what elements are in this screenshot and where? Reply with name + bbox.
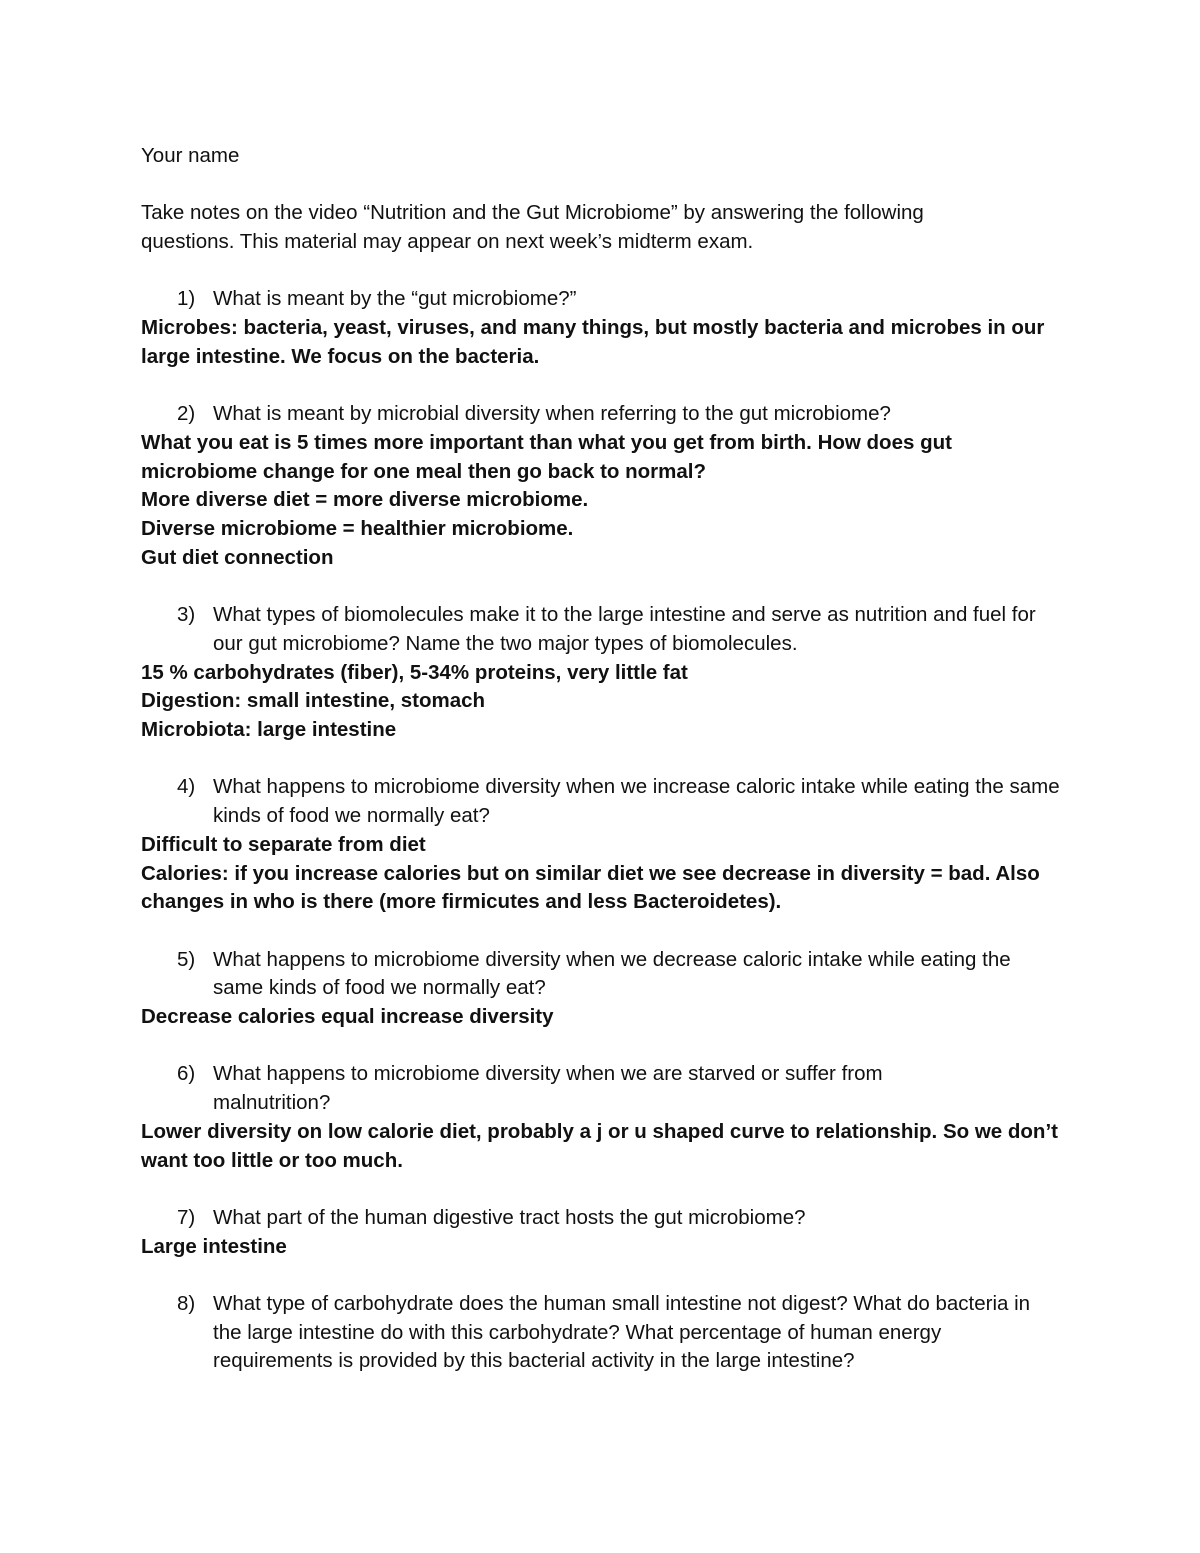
- question-number: 7): [177, 1205, 196, 1229]
- answer-text: 15 % carbohydrates (fiber), 5-34% proteins, very little fat: [141, 660, 688, 684]
- spacer: [141, 1175, 1061, 1204]
- answer-text: Microbes: bacteria, yeast, viruses, and many things, but mostly bacteria and microbes in our large intestine. We focus on the bacteria.: [141, 316, 1045, 368]
- question-number: 1): [177, 287, 196, 311]
- question-1: [141, 285, 1061, 314]
- answer-text: Difficult to separate from diet: [141, 832, 426, 856]
- spacer: [141, 257, 1061, 286]
- question-text: What is meant by microbial diversity when referring to the gut microbiome?: [213, 402, 891, 426]
- answer-text: Large intestine: [141, 1234, 287, 1258]
- question-6: [141, 1060, 1061, 1117]
- question-text: What is meant by the “gut microbiome?”: [213, 287, 577, 311]
- question-number: 6): [177, 1062, 196, 1086]
- question-5: [141, 946, 1061, 1003]
- question-text: What happens to microbiome diversity when we increase caloric intake while eating the same kinds of food we normally eat?: [213, 775, 1060, 828]
- answer-text: Gut diet connection: [141, 545, 334, 569]
- question-3: [141, 601, 1061, 658]
- question-4: [141, 773, 1061, 830]
- spacer: [141, 372, 1061, 401]
- question-text: What type of carbohydrate does the human small intestine not digest? What do bacteria in the large intestine do with this carbohydrate? What percentage of human energy requirements is provided by this bacterial activity in the large intestine?: [213, 1291, 1031, 1373]
- question-text: What happens to microbiome diversity when we decrease caloric intake while eating the same kinds of food we normally eat?: [213, 947, 1011, 1000]
- spacer: [141, 573, 1061, 602]
- spacer: [141, 917, 1061, 946]
- spacer: [141, 1032, 1061, 1061]
- document-body: [141, 142, 1061, 1376]
- answer-text: Diverse microbiome = healthier microbiome.: [141, 517, 574, 541]
- question-text: What happens to microbiome diversity when we are starved or suffer from malnutrition?: [213, 1062, 883, 1115]
- answer-text: Calories: if you increase calories but on similar diet we see decrease in diversity = bad. Also changes in who is there (more firmicutes and less Bacteroidetes).: [141, 861, 1040, 914]
- question-number: 4): [177, 775, 196, 799]
- question-number: 5): [177, 947, 196, 971]
- spacer: [141, 1261, 1061, 1290]
- question-text: What part of the human digestive tract hosts the gut microbiome?: [213, 1205, 806, 1229]
- question-number: 2): [177, 402, 196, 426]
- answer-text: Decrease calories equal increase diversity: [141, 1005, 554, 1028]
- name-line: Your name: [141, 144, 240, 167]
- answer-text: What you eat is 5 times more important than what you get from birth. How does gut microbiome change for one meal then go back to normal?: [141, 430, 952, 483]
- instructions-paragraph: Take notes on the video “Nutrition and the Gut Microbiome” by answering the following questions. This material may appear on next week’s midterm exam.: [141, 201, 924, 254]
- spacer: [141, 171, 1061, 200]
- question-2: [141, 400, 1061, 429]
- spacer: [141, 745, 1061, 774]
- question-number: 8): [177, 1291, 196, 1315]
- answer-text: Lower diversity on low calorie diet, probably a j or u shaped curve to relationship. So we don’t want too little or too much.: [141, 1119, 1058, 1172]
- answer-text: More diverse diet = more diverse microbiome.: [141, 488, 589, 512]
- question-8: [141, 1290, 1061, 1376]
- answer-text: Digestion: small intestine, stomach: [141, 689, 486, 713]
- question-text: What types of biomolecules make it to the large intestine and serve as nutrition and fuel for our gut microbiome? Name the two major types of biomolecules.: [213, 603, 1036, 655]
- answer-text: Microbiota: large intestine: [141, 718, 397, 741]
- question-number: 3): [177, 603, 196, 627]
- question-7: [141, 1204, 1061, 1233]
